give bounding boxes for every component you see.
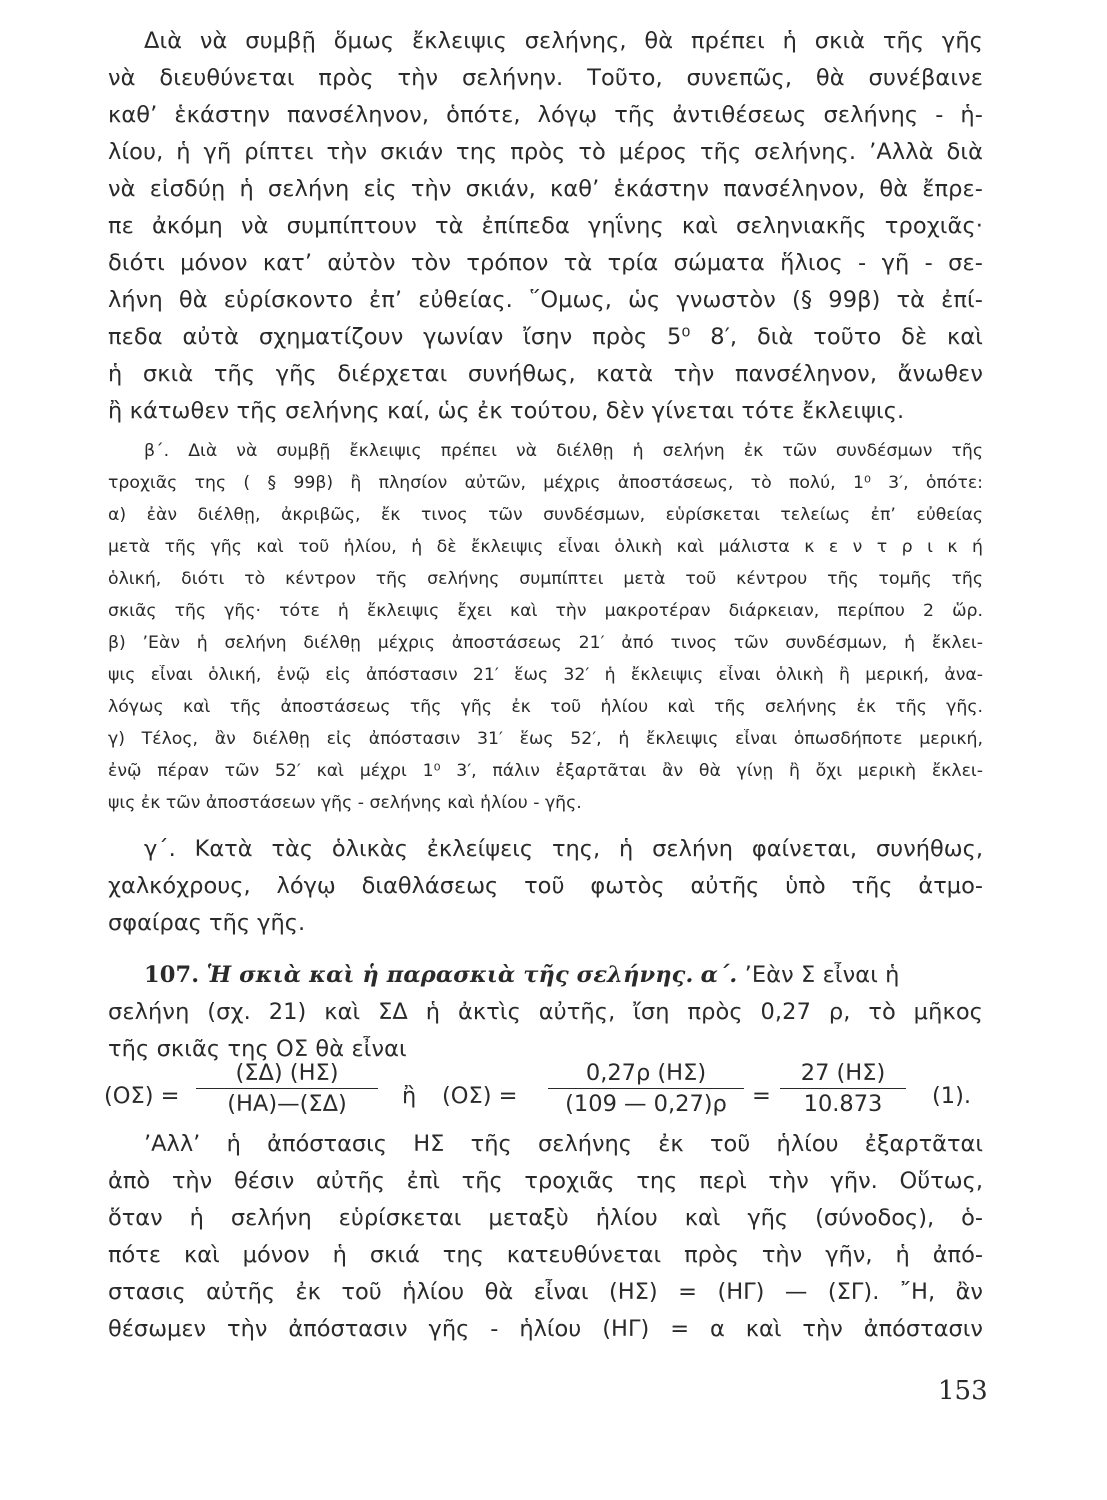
section-number: 107. (144, 962, 200, 988)
equation-lhs: (ΟΣ) = (104, 1083, 180, 1109)
text-line: λήνη θὰ εὑρίσκοντο ἐπ’ εὐθείας. ῞Ομως, ὡς γνωστὸν (§ 99β) τὰ ἐπί- (108, 287, 983, 313)
text-line: τροχιᾶς της ( § 99β) ἢ πλησίον αὐτῶν, μέχρις ἀποστάσεως, τὸ πολύ, 1⁰ 3′, ὁπότε: (108, 473, 983, 493)
text-line: ὅταν ἡ σελήνη εὑρίσκεται μεταξὺ ἡλίου καὶ γῆς (σύνοδος), ὁ- (108, 1205, 983, 1231)
page-number: 153 (938, 1376, 988, 1406)
text-line: νὰ διευθύνεται πρὸς τὴν σελήνην. Τοῦτο, συνεπῶς, θὰ συνέβαινε (108, 65, 983, 91)
fraction-2-denominator: (109 — 0,27)ρ (565, 1091, 727, 1117)
equation-or: ἢ (402, 1083, 417, 1109)
text-line: β) ’Εὰν ἡ σελήνη διέλθῃ μέχρις ἀποστάσεως 21′ ἀπό τινος τῶν συνδέσμων, ἡ ἔκλει- (108, 633, 983, 653)
text-line: α) ἐὰν διέλθῃ, ἀκριβῶς, ἔκ τινος τῶν συνδέσμων, εὑρίσκεται τελείως ἐπ’ εὐθείας (108, 505, 983, 525)
text-line: πεδα αὐτὰ σχηματίζουν γωνίαν ἴσην πρὸς 5⁰ 8′, διὰ τοῦτο δὲ καὶ (108, 324, 983, 350)
text-line: τῆς σκιᾶς της ΟΣ θὰ εἶναι (108, 1036, 407, 1062)
text-line: πότε καὶ μόνον ἡ σκιά της κατευθύνεται πρὸς τὴν γῆν, ἡ ἀπό- (108, 1242, 983, 1268)
text-line: σκιᾶς τῆς γῆς· τότε ἡ ἔκλειψις ἔχει καὶ τὴν μακροτέραν διάρκειαν, περίπου 2 ὥρ. (108, 601, 983, 621)
text-line: Διὰ νὰ συμβῇ ὅμως ἔκλειψις σελήνης, θὰ πρέπει ἡ σκιὰ τῆς γῆς (144, 28, 983, 54)
text-line: ἢ κάτωθεν τῆς σελήνης καί, ὡς ἐκ τούτου, δὲν γίνεται τότε ἔκλειψις. (108, 398, 905, 424)
fraction-2 (548, 1060, 744, 1117)
text-line: νὰ εἰσδύῃ ἡ σελήνη εἰς τὴν σκιάν, καθ’ ἑκάστην πανσέληνον, θὰ ἔπρε- (108, 176, 983, 202)
text-line: θέσωμεν τὴν ἀπόστασιν γῆς - ἡλίου (ΗΓ) = α καὶ τὴν ἀπόστασιν (108, 1316, 983, 1342)
text-line: σελήνη (σχ. 21) καὶ ΣΔ ἡ ἀκτὶς αὐτῆς, ἴση πρὸς 0,27 ρ, τὸ μῆκος (108, 999, 983, 1025)
equation-equals: = (752, 1083, 771, 1109)
section-subpart: α΄. (700, 962, 738, 988)
fraction-3 (780, 1060, 906, 1117)
text-line: ὁλική, διότι τὸ κέντρον τῆς σελήνης συμπίπτει μετὰ τοῦ κέντρου τῆς τομῆς τῆς (108, 569, 983, 589)
fraction-3-denominator: 10.873 (803, 1091, 883, 1117)
text-line: γ) Τέλος, ἂν διέλθῃ εἰς ἀπόστασιν 31′ ἕως 52′, ἡ ἔκλειψις εἶναι ὁπωσδήποτε μερική, (108, 729, 983, 749)
text-line: λόγως καὶ τῆς ἀποστάσεως τῆς γῆς ἐκ τοῦ ἡλίου καὶ τῆς σελήνης ἐκ τῆς γῆς. (108, 697, 983, 717)
text-line: καθ’ ἑκάστην πανσέληνον, ὁπότε, λόγῳ τῆς ἀντιθέσεως σελήνης - ἡ- (108, 102, 983, 128)
text-line: στασις αὐτῆς ἐκ τοῦ ἡλίου θὰ εἶναι (ΗΣ) = (ΗΓ) — (ΣΓ). ῎Η, ἂν (108, 1279, 983, 1305)
text-line: ἐνῷ πέραν τῶν 52′ καὶ μέχρι 1⁰ 3′, πάλιν ἐξαρτᾶται ἂν θὰ γίνῃ ἢ ὄχι μερικὴ ἔκλει- (108, 761, 983, 781)
text-line: ψις εἶναι ὁλική, ἐνῷ εἰς ἀπόστασιν 21′ ἕως 32′ ἡ ἔκλειψις εἶναι ὁλικὴ ἢ μερική, ἀνα- (108, 665, 983, 685)
text-line: μετὰ τῆς γῆς καὶ τοῦ ἡλίου, ἡ δὲ ἔκλειψις εἶναι ὁλικὴ καὶ μάλιστα κ ε ν τ ρ ι κ ή (108, 537, 983, 557)
text-line: ἀπὸ τὴν θέσιν αὐτῆς ἐπὶ τῆς τροχιᾶς της περὶ τὴν γῆν. Οὕτως, (108, 1168, 983, 1194)
fraction-2-numerator: 0,27ρ (ΗΣ) (585, 1060, 707, 1086)
section-title: Ἡ σκιὰ καὶ ἡ παρασκιὰ τῆς σελήνης. (206, 962, 694, 988)
text-line: β΄. Διὰ νὰ συμβῇ ἔκλειψις πρέπει νὰ διέλθῃ ἡ σελήνη ἐκ τῶν συνδέσμων τῆς (144, 441, 983, 461)
text-line: λίου, ἡ γῆ ρίπτει τὴν σκιάν της πρὸς τὸ μέρος τῆς σελήνης. ’Αλλὰ διὰ (108, 139, 983, 165)
text-line: ἡ σκιὰ τῆς γῆς διέρχεται συνήθως, κατὰ τὴν πανσέληνον, ἄνωθεν (108, 361, 983, 387)
text-line: διότι μόνον κατ’ αὐτὸν τὸν τρόπον τὰ τρία σώματα ἥλιος - γῆ - σε- (108, 250, 983, 276)
fraction-3-numerator: 27 (ΗΣ) (800, 1060, 886, 1086)
text-line: πε ἀκόμη νὰ συμπίπτουν τὰ ἐπίπεδα γηΐνης καὶ σεληνιακῆς τροχιᾶς· (108, 213, 983, 239)
fraction-1-numerator: (ΣΔ) (ΗΣ) (235, 1060, 339, 1086)
equation-lhs: (ΟΣ) = (442, 1083, 518, 1109)
section-line-rest: ’Εὰν Σ εἶναι ἡ (744, 962, 900, 988)
section-heading-line (144, 962, 983, 988)
text-line: ψις ἐκ τῶν ἀποστάσεων γῆς - σελήνης καὶ ἡλίου - γῆς. (108, 793, 582, 813)
fraction-1 (196, 1060, 378, 1117)
equation-label: (1). (932, 1083, 972, 1109)
text-line: ’Αλλ’ ἡ ἀπόστασις ΗΣ τῆς σελήνης ἐκ τοῦ ἡλίου ἐξαρτᾶται (144, 1131, 983, 1157)
text-line: χαλκόχρους, λόγῳ διαθλάσεως τοῦ φωτὸς αὐτῆς ὑπὸ τῆς ἀτμο- (108, 873, 983, 899)
text-line: σφαίρας τῆς γῆς. (108, 910, 306, 936)
text-line: γ΄. Κατὰ τὰς ὁλικὰς ἐκλείψεις της, ἡ σελήνη φαίνεται, συνήθως, (144, 836, 983, 862)
fraction-1-denominator: (ΗΑ)—(ΣΔ) (227, 1091, 347, 1117)
